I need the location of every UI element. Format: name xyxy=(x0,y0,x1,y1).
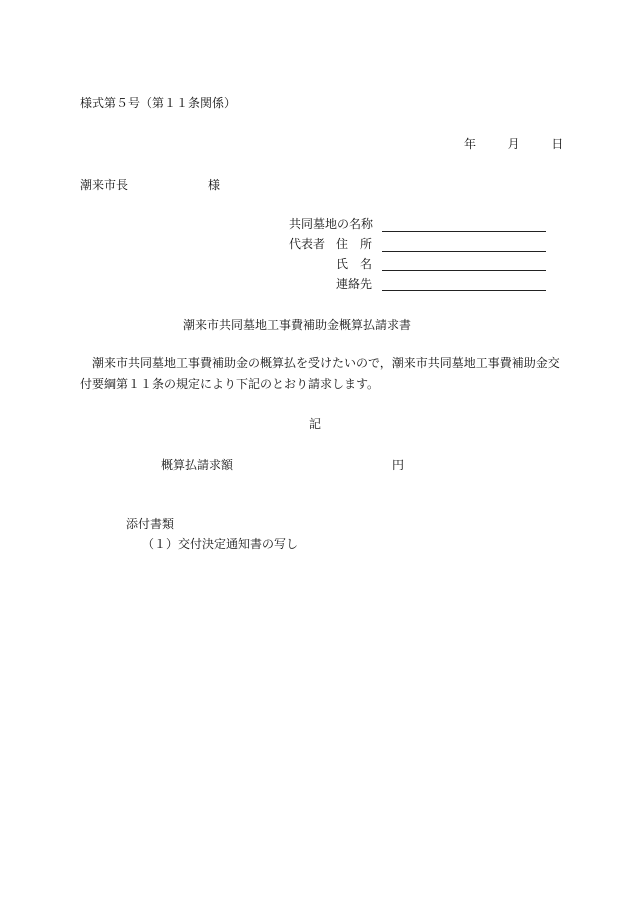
document-title: 潮来市共同墓地工事費補助金概算払請求書 xyxy=(183,318,412,332)
amount-label: 概算払請求額 xyxy=(161,458,234,472)
amount-unit: 円 xyxy=(392,458,405,472)
attachment-item: （１）交付決定通知書の写し xyxy=(142,537,299,551)
representative-label: 代表者 xyxy=(289,237,326,251)
body-line-1: 潮来市共同墓地工事費補助金の概算払を受けたいので，潮来市共同墓地工事費補助金交 xyxy=(92,356,560,370)
name-field[interactable] xyxy=(382,270,546,271)
form-number: 様式第５号（第１１条関係） xyxy=(80,96,237,110)
date-day: 日 xyxy=(551,137,564,151)
cemetery-name-field[interactable] xyxy=(382,231,546,232)
contact-field[interactable] xyxy=(382,290,546,291)
date-line xyxy=(464,138,563,150)
ki-marker: 記 xyxy=(309,417,322,431)
attachments-heading: 添付書類 xyxy=(126,517,175,531)
address-field[interactable] xyxy=(382,251,546,252)
addressee-honorific: 様 xyxy=(208,178,221,192)
date-year: 年 xyxy=(464,137,477,151)
addressee-name: 潮来市長 xyxy=(80,178,129,192)
contact-label: 連絡先 xyxy=(336,277,373,291)
name-label: 氏 名 xyxy=(336,257,373,271)
address-label: 住 所 xyxy=(336,237,373,251)
cemetery-name-label: 共同墓地の名称 xyxy=(289,217,374,231)
date-month: 月 xyxy=(507,137,520,151)
body-line-2: 付要綱第１１条の規定により下記のとおり請求します。 xyxy=(80,377,380,391)
